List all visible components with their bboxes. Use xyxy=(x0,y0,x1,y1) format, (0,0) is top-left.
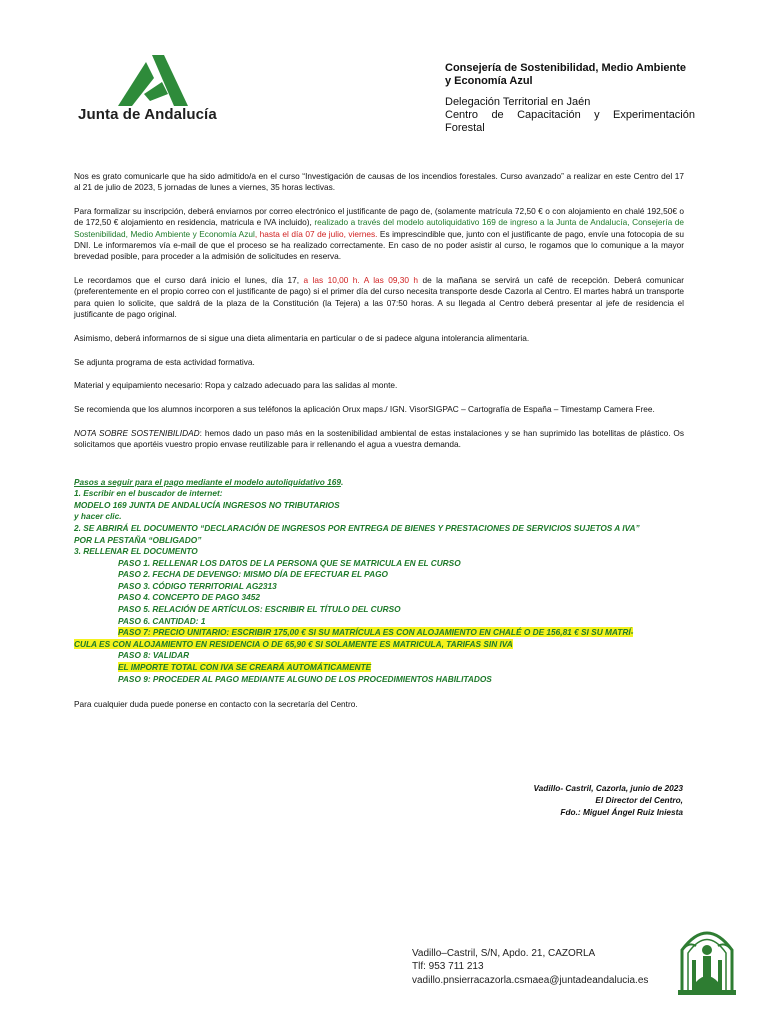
paso-4: PASO 4. CONCEPTO DE PAGO 3452 xyxy=(118,592,261,603)
signature-name: Fdo.: Miguel Ángel Ruiz Iniesta xyxy=(560,806,683,817)
importe-total-note: EL IMPORTE TOTAL CON IVA SE CREARÁ AUTOMÁTICAMENTE xyxy=(118,662,372,673)
signature-place-date: Vadillo- Castril, Cazorla, junio de 2023 xyxy=(533,783,683,793)
paragraph-material: Material y equipamiento necesario: Ropa y calzado adecuado para las salidas al monte. xyxy=(74,380,398,391)
paragraph-start: Le recordamos que el curso dará inicio el lunes, día 17, a las 10,00 h. A las 09,30 h de la mañana se servirá un café de recepción. Deberá comunicar (preferentemente en el propio correo con el justificante de pago) si el primer día del curso necesita transporte desde Cazorla al Centro. El martes habrá un transporte para quien lo solicite, que saldrá de la plaza de la Constitución (la Tejera) a las 07:50 horas. A su llegada al Centro deberá presentar al jefe de residencia el justificante de pago original. xyxy=(74,275,684,319)
paso-8: PASO 8: VALIDAR xyxy=(118,650,190,661)
andalucia-seal-icon xyxy=(676,920,738,998)
paragraph-contact: Para cualquier duda puede ponerse en contacto con la secretaría del Centro. xyxy=(74,699,358,710)
letterhead xyxy=(445,62,695,135)
letter-body xyxy=(74,171,684,711)
paso-7: PASO 7: PRECIO UNITARIO: ESCRIBIR 175,00 € SI SU MATRÍCULA ES CON ALOJAMIENTO EN CHALÉ O DE 156,81 € SI SU MATRÍ- xyxy=(118,627,634,638)
footer-contact xyxy=(412,947,648,987)
start-time-text: a las 10,00 h. A las 09,30 h xyxy=(303,275,419,286)
logo-text: Junta de Andalucía xyxy=(78,106,217,123)
paragraph-payment: Para formalizar su inscripción, deberá enviarnos por correo electrónico el justificante de pago de, (solamente matrícula 72,50 € o con alojamiento en chalé 192,50€ o de 172,50 € alojamiento en residencia, matricula e IVA incluido), realizado a través del modelo autoliquidativo 169 de ingreso a la Junta de Andalucía, Consejería de Sostenibilidad, Medio Ambiente y Economía Azul, hasta el día 07 de julio, viernes. Es imprescindible que, junto con el justificante de pago, envíe una fotocopia de su DNI. Le informaremos vía e-mail de que el proceso se ha realizado correctamente. En caso de no poder asistir al curso, le rogamos que lo comunique a la mayor brevedad posible, para proceder a la admisión de solicitudes en reserva. xyxy=(74,206,684,262)
footer-email: vadillo.pnsierracazorla.csmaea@juntadeandalucia.es xyxy=(412,974,649,986)
paragraph-admission: Nos es grato comunicarle que ha sido admitido/a en el curso “Investigación de causas de los incendios forestales. Curso avanzado” a realizar en este Centro del 17 al 21 de julio de 2023, 5 jornadas de lunes a viernes, 35 horas lectivas. xyxy=(74,171,684,193)
signature-role: El Director del Centro, xyxy=(595,794,683,805)
centro-name: Centro de Capacitación y Experimentación Forestal xyxy=(445,109,695,134)
step-line: MODELO 169 JUNTA DE ANDALUCÍA INGRESOS NO TRIBUTARIOS xyxy=(74,499,340,510)
step-line: y hacer clic. xyxy=(74,511,122,522)
paragraph-diet: Asimismo, deberá informarnos de si sigue una dieta alimentaria en particular o de si padece alguna intolerancia alimentaria. xyxy=(74,332,530,343)
step-line: 2. SE ABRIRÁ EL DOCUMENTO “DECLARACIÓN DE INGRESOS POR ENTREGA DE BIENES Y PRESTACIONES DE SERVICIOS SUJETOS A IVA” xyxy=(74,522,640,533)
paso-3: PASO 3. CÓDIGO TERRITORIAL AG2313 xyxy=(118,580,277,591)
paso-5: PASO 5. RELACIÓN DE ARTÍCULOS: ESCRIBIR EL TÍTULO DEL CURSO xyxy=(118,604,401,615)
step-line: 3. RELLENAR EL DOCUMENTO xyxy=(74,546,198,557)
payment-steps: Pasos a seguir para el pago mediante el modelo autoliquidativo 169. 1. Escribir en el buscador de internet: MODELO 169 JUNTA DE ANDALUCÍA INGRESOS NO TRIBUTARIOS y hacer clic. 2. SE ABRIRÁ EL DOCUMENTO “DECLARACIÓN DE INGRESOS POR ENTREGA DE BIENES Y PRESTACIONES DE SERVICIOS SUJETOS A IVA” POR LA PESTAÑA “OBLIGADO” 3. RELLENAR EL DOCUMENTO PASO 1. RELLENAR LOS DATOS DE LA PERSONA QUE SE MATRICULA EN EL CURSO PASO 2. FECHA DE DEVENGO: MISMO DÍA DE EFECTUAR EL PAGO PASO 3. CÓDIGO TERRITORIAL AG2313 PASO 4. CONCEPTO DE PAGO 3452 PASO 5. RELACIÓN DE ARTÍCULOS: ESCRIBIR EL TÍTULO DEL CURSO PASO 6. CANTIDAD: 1 PASO 7: PRECIO UNITARIO: ESCRIBIR 175,00 € SI SU MATRÍCULA ES CON ALOJAMIENTO EN CHALÉ O DE 156,81 € SI SU MATRÍ- CULA ES CON ALOJAMIENTO EN RESIDENCIA O DE 65,90 € SI SOLAMENTE ES MATRICULA, TARIFAS SIN IVA PASO 8: VALIDAR EL IMPORTE TOTAL CON IVA SE CREARÁ AUTOMÁTICAMENTE PASO 9: PROCEDER AL PAGO MEDIANTE ALGUNO DE LOS PROCEDIMIENTOS HABILITADOS xyxy=(74,477,684,686)
paso-1: PASO 1. RELLENAR LOS DATOS DE LA PERSONA QUE SE MATRICULA EN EL CURSO xyxy=(118,557,461,568)
junta-andalucia-logo-icon xyxy=(100,52,204,108)
paso-2: PASO 2. FECHA DE DEVENGO: MISMO DÍA DE EFECTUAR EL PAGO xyxy=(118,569,388,580)
paso-6: PASO 6. CANTIDAD: 1 xyxy=(118,615,206,626)
signature-block xyxy=(533,783,683,818)
paragraph-apps: Se recomienda que los alumnos incorporen a sus teléfonos la aplicación Orux maps./ IGN. VisorSIGPAC – Cartografía de España – Timestamp Camera Free. xyxy=(74,404,655,415)
step-line: POR LA PESTAÑA “OBLIGADO” xyxy=(74,534,202,545)
step-line: 1. Escribir en el buscador de internet: xyxy=(74,488,223,499)
steps-title: Pasos a seguir para el pago mediante el modelo autoliquidativo 169 xyxy=(74,476,341,487)
consejeria-name: Consejería de Sostenibilidad, Medio Ambiente y Economía Azul xyxy=(445,62,687,87)
delegacion-name: Delegación Territorial en Jaén xyxy=(445,96,591,108)
footer-address: Vadillo–Castril, S/N, Apdo. 21, CAZORLA xyxy=(412,948,596,959)
deadline-text: , hasta el día 07 de julio, viernes. xyxy=(254,228,378,239)
paso-7-cont: CULA ES CON ALOJAMIENTO EN RESIDENCIA O DE 65,90 € SI SOLAMENTE ES MATRICULA, TARIFAS SIN IVA xyxy=(74,638,513,649)
paragraph-sustainability: NOTA SOBRE SOSTENIBILIDAD: hemos dado un paso más en la sostenibilidad ambiental de estas instalaciones y se han suprimido las botellitas de plástico. Os solicitamos que aportéis vuestro propio envase reutilizable para ir rellenando el agua a vuestra demanda. xyxy=(74,427,684,450)
junta-logo xyxy=(78,52,228,132)
paso-9: PASO 9: PROCEDER AL PAGO MEDIANTE ALGUNO DE LOS PROCEDIMIENTOS HABILITADOS xyxy=(118,673,492,684)
footer-phone: Tlf: 953 711 213 xyxy=(412,961,484,973)
paragraph-programme: Se adjunta programa de esta actividad formativa. xyxy=(74,356,255,367)
payment-method-text: realizado a través del modelo autoliquidativo 169 de ingreso a la Junta de Andalucía, Consejería de Sostenibilidad, Medio Ambiente y Economía Azul xyxy=(74,217,684,239)
